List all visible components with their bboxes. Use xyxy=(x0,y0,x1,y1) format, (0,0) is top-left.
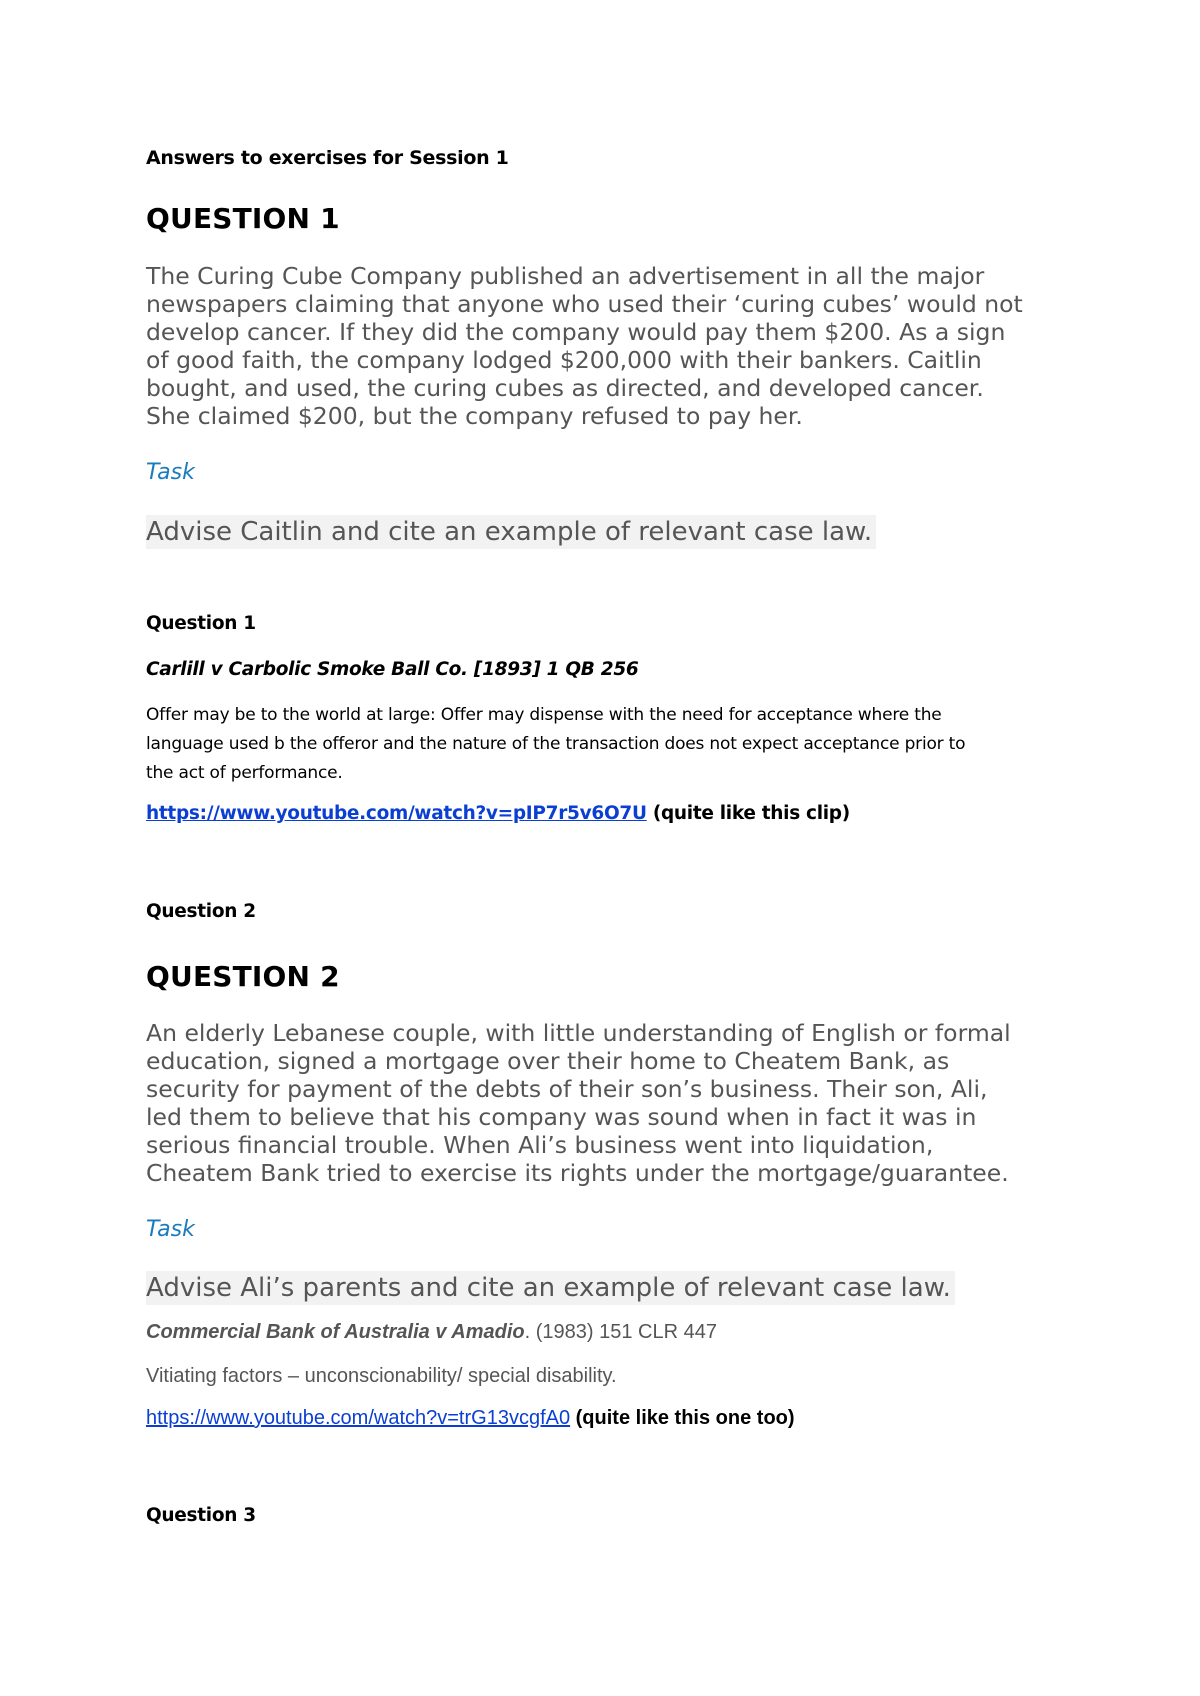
question-1-scenario xyxy=(146,262,1023,430)
scenario-line: education, signed a mortgage over their home to Cheatem Bank, as xyxy=(146,1047,950,1075)
scenario-line: Cheatem Bank tried to exercise its rights under the mortgage/guarantee. xyxy=(146,1159,1009,1187)
answer-2-label: Question 2 xyxy=(146,901,256,922)
scenario-line: An elderly Lebanese couple, with little understanding of English or formal xyxy=(146,1019,1011,1047)
scenario-line: led them to believe that his company was sound when in fact it was in xyxy=(146,1103,977,1131)
question-1-task-text: Advise Caitlin and cite an example of relevant case law. xyxy=(146,515,876,549)
scenario-line: develop cancer. If they did the company would pay them $200. As a sign xyxy=(146,318,1006,346)
explanation-line: the act of performance. xyxy=(146,763,343,783)
scenario-line: newspapers claiming that anyone who used their ‘curing cubes’ would not xyxy=(146,290,1023,318)
scenario-line: bought, and used, the curing cubes as directed, and developed cancer. xyxy=(146,374,984,402)
answer-2-explanation: Vitiating factors – unconscionability/ special disability. xyxy=(146,1365,617,1387)
question-2-task-label: Task xyxy=(146,1217,195,1242)
answer-1-link-line xyxy=(146,803,850,824)
question-1-task-label: Task xyxy=(146,460,195,485)
answer-1-video-link[interactable]: https://www.youtube.com/watch?v=pIP7r5v6O7U xyxy=(146,803,647,824)
question-2-scenario xyxy=(146,1019,1011,1187)
document-title: Answers to exercises for Session 1 xyxy=(146,147,509,169)
answer-1-label: Question 1 xyxy=(146,613,256,634)
answer-1-link-note: (quite like this clip) xyxy=(646,803,850,824)
scenario-line: security for payment of the debts of their son’s business. Their son, Ali, xyxy=(146,1075,988,1103)
answer-2-case-name: Commercial Bank of Australia v Amadio xyxy=(146,1321,525,1343)
answer-2-case-reference: . (1983) 151 CLR 447 xyxy=(524,1321,717,1343)
answer-2-link-line xyxy=(146,1407,795,1430)
scenario-line: The Curing Cube Company published an advertisement in all the major xyxy=(146,262,985,290)
answer-1-case-citation: Carlill v Carbolic Smoke Ball Co. [1893] 1 QB 256 xyxy=(146,659,639,680)
scenario-line: serious financial trouble. When Ali’s business went into liquidation, xyxy=(146,1131,934,1159)
answer-1-explanation xyxy=(146,701,965,788)
question-1-heading: QUESTION 1 xyxy=(146,202,340,235)
explanation-line: Offer may be to the world at large: Offer may dispense with the need for acceptance where the xyxy=(146,705,942,725)
question-1-task-box xyxy=(146,515,876,549)
explanation-line: language used b the offeror and the nature of the transaction does not expect acceptance prior to xyxy=(146,734,966,754)
question-2-task-box xyxy=(146,1271,955,1305)
question-2-task-text: Advise Ali’s parents and cite an example of relevant case law. xyxy=(146,1271,955,1305)
scenario-line: She claimed $200, but the company refused to pay her. xyxy=(146,402,803,430)
answer-2-video-link[interactable]: https://www.youtube.com/watch?v=trG13vcgfA0 xyxy=(146,1407,571,1429)
question-2-heading: QUESTION 2 xyxy=(146,960,340,993)
answer-2-case-citation xyxy=(146,1321,717,1344)
answer-3-label: Question 3 xyxy=(146,1505,256,1526)
answer-2-link-note: (quite like this one too) xyxy=(570,1407,795,1429)
scenario-line: of good faith, the company lodged $200,000 with their bankers. Caitlin xyxy=(146,346,982,374)
